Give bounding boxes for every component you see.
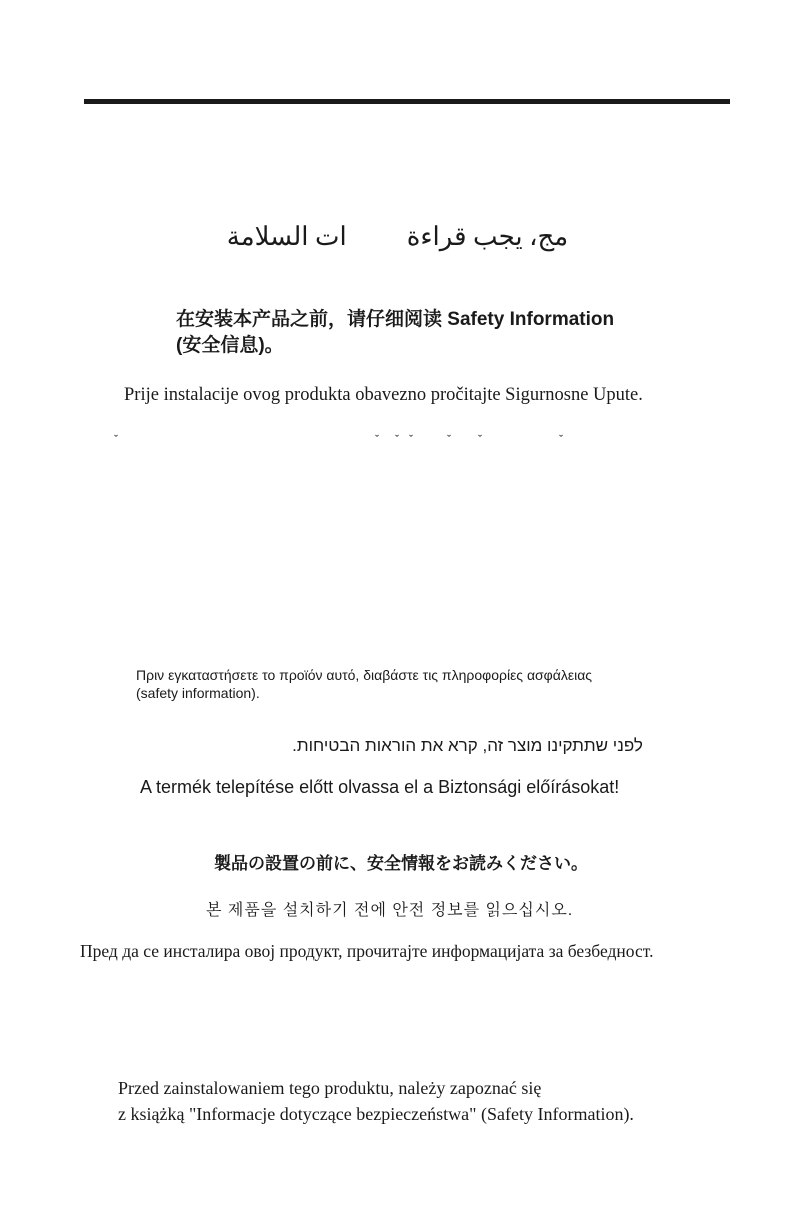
- chinese-safety-information: Safety Information: [447, 309, 615, 330]
- croatian-notice: Prije instalacije ovog produkta obavezno pročitajte Sigurnosne Upute.: [124, 385, 643, 405]
- caron-mark: ˇ: [114, 432, 118, 446]
- greek-notice: [136, 666, 592, 702]
- arabic-text-part1: ات السلامة: [226, 222, 347, 251]
- chinese-text-line1: 在安装本产品之前，请仔细阅读: [176, 309, 443, 330]
- caron-mark: ˇ: [395, 432, 399, 446]
- macedonian-notice: Пред да се инсталира овој продукт, прочитајте информацијата за безбедност.: [80, 941, 654, 961]
- polish-notice: [118, 1075, 634, 1127]
- japanese-notice: 製品の設置の前に、安全情報をお読みください。: [214, 854, 588, 873]
- hebrew-text: לפני שתתקינו מוצר זה, קרא את הוראות הבטיחות.: [292, 736, 643, 755]
- polish-text-line2: z książką "Informacje dotyczące bezpieczeństwa" (Safety Information).: [118, 1104, 634, 1124]
- caron-marks-row: [0, 432, 795, 446]
- arabic-text-part2: مج، يجب قراءة: [406, 222, 569, 251]
- hungarian-notice: A termék telepítése előtt olvassa el a Biztonsági előírásokat!: [140, 777, 620, 797]
- caron-mark: ˇ: [409, 432, 413, 446]
- chinese-text-line2: (安全信息)。: [176, 335, 284, 356]
- caron-mark: ˇ: [447, 432, 451, 446]
- caron-mark: ˇ: [478, 432, 482, 446]
- polish-text-line1: Przed zainstalowaniem tego produktu, należy zapoznać się: [118, 1078, 542, 1098]
- top-rule: [84, 99, 730, 104]
- greek-text-line2: (safety information).: [136, 685, 260, 701]
- greek-text-line1: Πριν εγκαταστήσετε το προϊόν αυτό, διαβάστε τις πληροφορίες ασφάλειας: [136, 667, 593, 683]
- caron-mark: ˇ: [559, 432, 563, 446]
- caron-mark: ˇ: [375, 432, 379, 446]
- korean-notice: 본 제품을 설치하기 전에 안전 정보를 읽으십시오.: [206, 902, 574, 919]
- chinese-notice: [176, 307, 614, 359]
- arabic-notice: [0, 222, 795, 252]
- hebrew-notice: [0, 736, 795, 756]
